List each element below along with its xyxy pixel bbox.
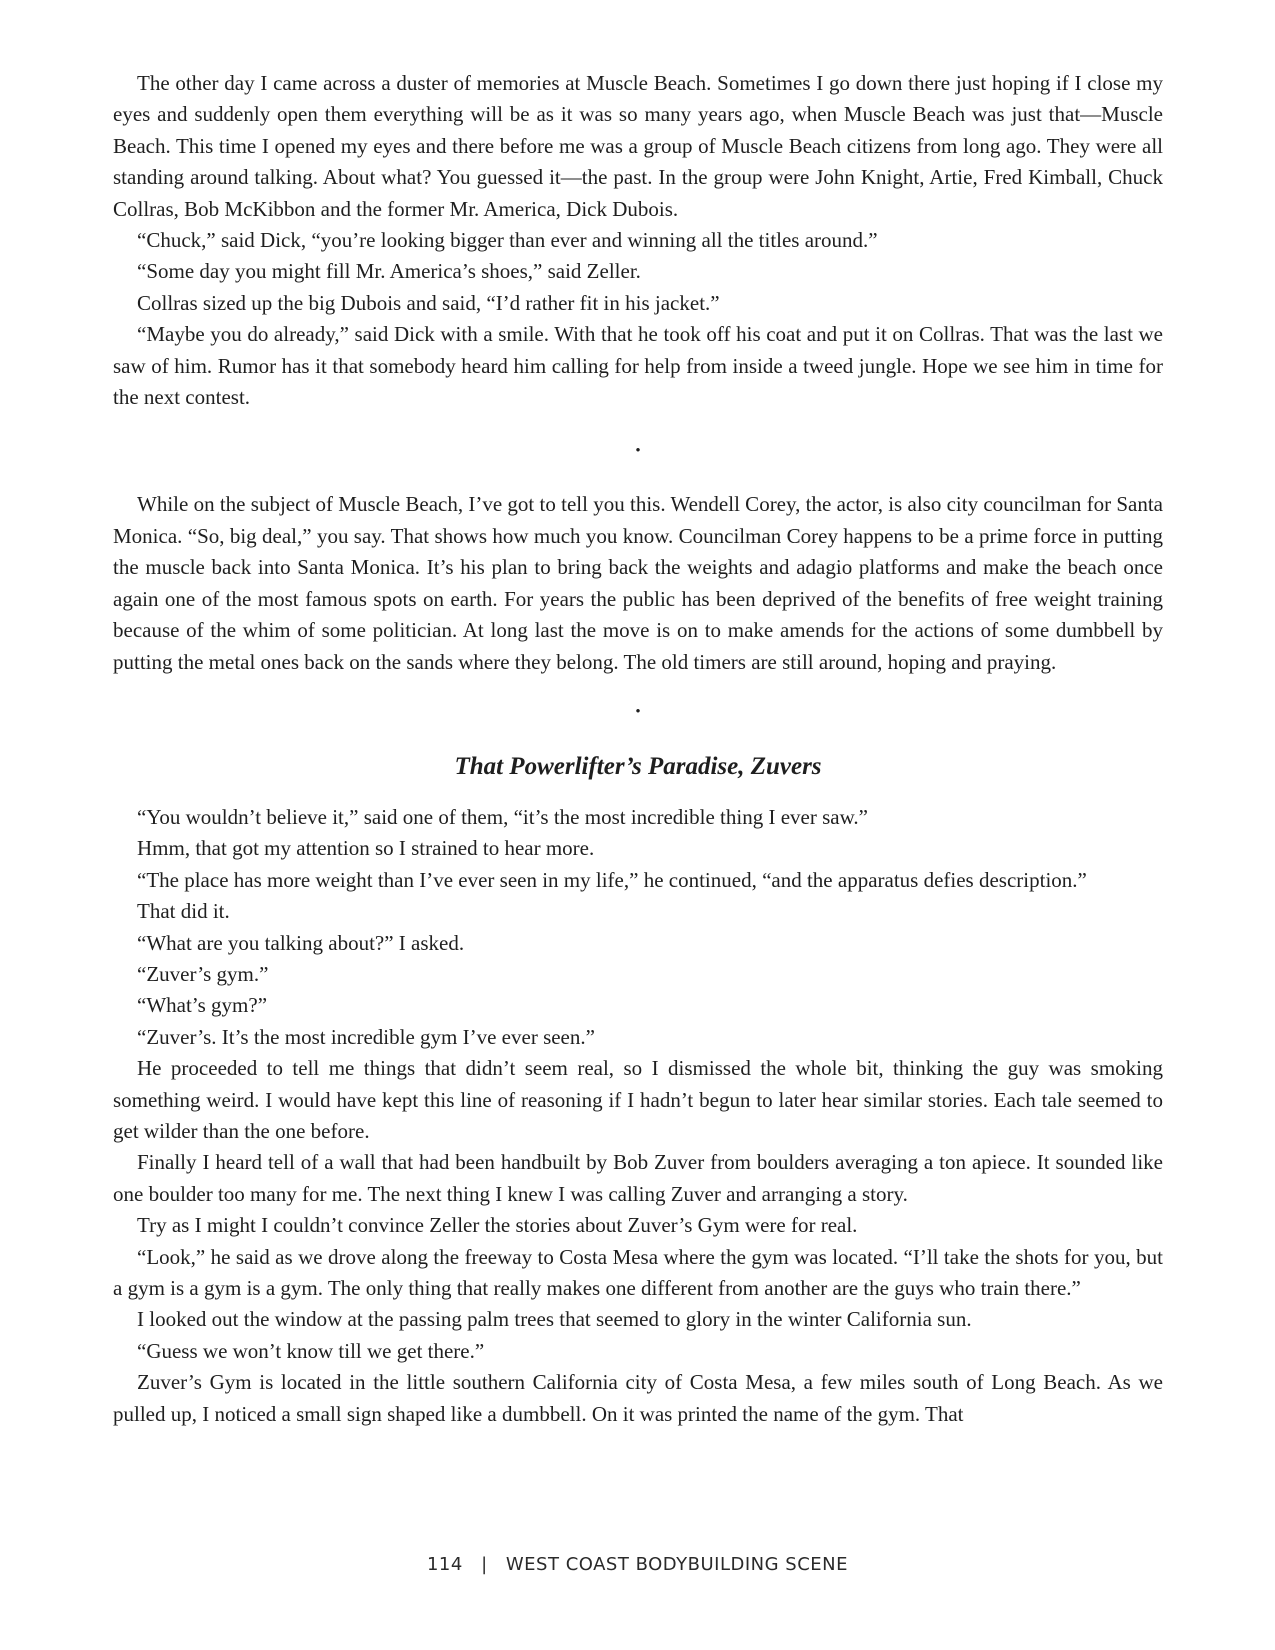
paragraph: Finally I heard tell of a wall that had been handbuilt by Bob Zuver from boulders averaging a ton apiece. It sounded like one boulder too many for me. The next thing I knew I was calling Zuver and arranging a story. — [113, 1150, 1163, 1206]
page-body — [113, 68, 1163, 1430]
section-santa-monica — [113, 489, 1163, 677]
paragraph: “Some day you might fill Mr. America’s shoes,” said Zeller. — [137, 259, 641, 284]
section-divider — [113, 413, 1163, 489]
paragraph: “Look,” he said as we drove along the freeway to Costa Mesa where the gym was located. “I’ll take the shots for you, but a gym is a gym is a gym. The only thing that really makes one different from another are the guys who train there.” — [113, 1244, 1163, 1300]
paragraph: “What are you talking about?” I asked. — [137, 930, 465, 955]
page-footer — [0, 1554, 1275, 1575]
paragraph: “Maybe you do already,” said Dick with a smile. With that he took off his coat and put it on Collras. That was the last we saw of him. Rumor has it that somebody heard him calling for help from inside a tweed jungle. Hope we see him in time for the next contest. — [113, 322, 1163, 410]
paragraph: “Zuver’s. It’s the most incredible gym I’ve ever seen.” — [137, 1024, 595, 1049]
paragraph: He proceeded to tell me things that didn’t seem real, so I dismissed the whole bit, thinking the guy was smoking something weird. I would have kept this line of reasoning if I hadn’t begun to later hear similar stories. Each tale seemed to get wilder than the one before. — [113, 1056, 1163, 1143]
section-zuvers — [113, 748, 1163, 1430]
footer-separator: | — [481, 1554, 488, 1575]
section-muscle-beach-memories — [113, 68, 1163, 413]
section-divider — [113, 678, 1163, 748]
paragraph: Zuver’s Gym is located in the little southern California city of Costa Mesa, a few miles south of Long Beach. As we pulled up, I noticed a small sign shaped like a dumbbell. On it was printed the name of the gym. That — [113, 1370, 1163, 1426]
page-number: 114 — [426, 1554, 463, 1575]
divider-bullet: • — [635, 704, 641, 721]
paragraph: Hmm, that got my attention so I strained to hear more. — [137, 836, 595, 861]
paragraph: Try as I might I couldn’t convince Zeller the stories about Zuver’s Gym were for real. — [137, 1213, 858, 1238]
paragraph: Collras sized up the big Dubois and said, “I’d rather fit in his jacket.” — [137, 290, 720, 315]
paragraph: The other day I came across a duster of memories at Muscle Beach. Sometimes I go down there just hoping if I close my eyes and suddenly open them everything will be as it was so many years ago, when Muscle Beach was just that—Muscle Beach. This time I opened my eyes and there before me was a group of Muscle Beach citizens from long ago. They were all standing around talking. About what? You guessed it—the past. In the group were John Knight, Artie, Fred Kimball, Chuck Collras, Bob McKibbon and the former Mr. America, Dick Dubois. — [113, 71, 1163, 221]
divider-bullet: • — [635, 442, 641, 459]
paragraph: While on the subject of Muscle Beach, I’ve got to tell you this. Wendell Corey, the actor, is also city councilman for Santa Monica. “So, big deal,” you say. That shows how much you know. Councilman Corey happens to be a prime force in putting the muscle back into Santa Monica. It’s his plan to bring back the weights and adagio platforms and make the beach once again one of the most famous spots on earth. For years the public has been deprived of the benefits of free weight training because of the whim of some politician. At long last the move is on to make amends for the actions of some dumbbell by putting the metal ones back on the sands where they belong. The old timers are still around, hoping and praying. — [113, 492, 1163, 674]
paragraph: That did it. — [137, 899, 230, 924]
paragraph: “The place has more weight than I’ve ever seen in my life,” he continued, “and the apparatus defies description.” — [137, 867, 1087, 892]
paragraph: “Chuck,” said Dick, “you’re looking bigger than ever and winning all the titles around.” — [137, 228, 878, 253]
section-heading: That Powerlifter’s Paradise, Zuvers — [454, 752, 822, 780]
paragraph: I looked out the window at the passing palm trees that seemed to glory in the winter California sun. — [137, 1307, 972, 1332]
paragraph: “What’s gym?” — [137, 993, 268, 1018]
paragraph: “Zuver’s gym.” — [137, 961, 269, 986]
running-title: WEST COAST BODYBUILDING SCENE — [505, 1554, 849, 1575]
paragraph: “You wouldn’t believe it,” said one of them, “it’s the most incredible thing I ever saw.” — [137, 804, 868, 829]
paragraph: “Guess we won’t know till we get there.” — [137, 1338, 485, 1363]
